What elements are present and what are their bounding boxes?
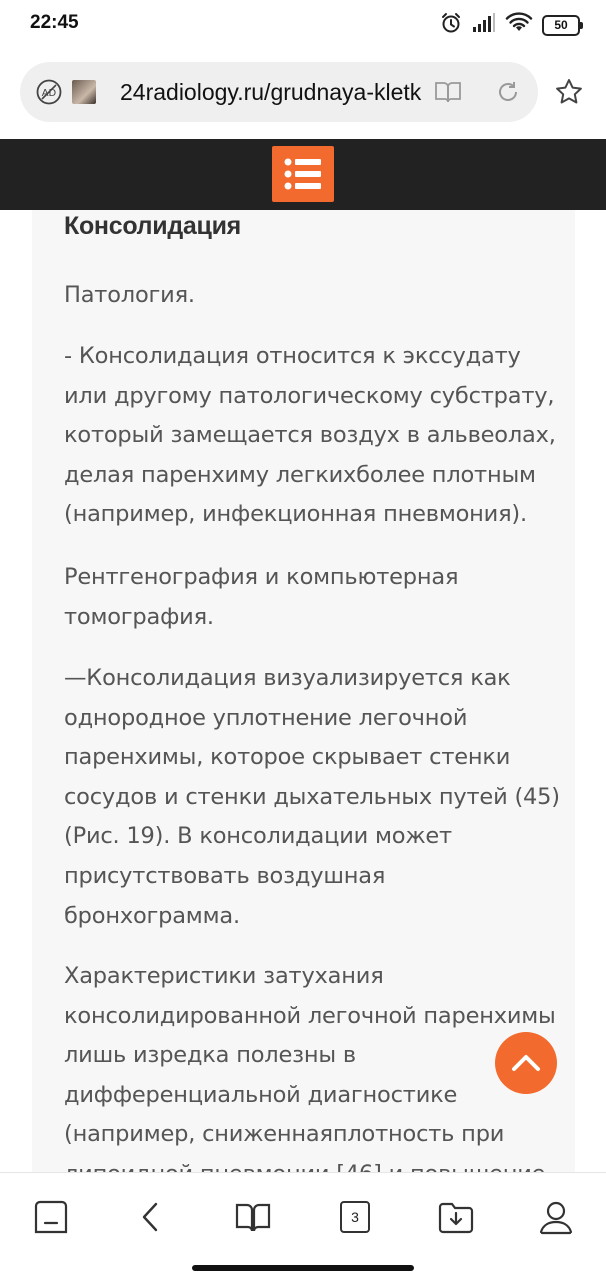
status-time: 22:45 (30, 12, 79, 33)
downloads-button[interactable] (436, 1197, 476, 1237)
downloads-icon (436, 1197, 476, 1237)
tabs-button[interactable] (335, 1197, 375, 1237)
address-bar[interactable] (20, 62, 538, 122)
site-header (0, 139, 606, 210)
ad-block-icon[interactable] (36, 79, 62, 105)
profile-icon (536, 1197, 576, 1237)
chevron-up-icon (510, 1050, 542, 1074)
back-icon (132, 1197, 172, 1237)
home-indicator[interactable] (192, 1265, 414, 1271)
home-icon (31, 1197, 71, 1237)
svg-text:AD: AD (41, 88, 57, 99)
article-paragraph: Патология. (64, 282, 195, 308)
status-icons (440, 12, 580, 38)
site-favicon (72, 80, 96, 104)
scroll-to-top-button[interactable] (495, 1032, 557, 1094)
home-button[interactable] (31, 1197, 71, 1237)
alarm-icon (440, 12, 462, 39)
profile-button[interactable] (536, 1197, 576, 1237)
article-paragraph: —Консолидация визуализируется как однородное уплотнение легочной паренхимы, которое скрывает стенки сосудов и стенки дыхательных путей (45) (Рис. 19). В консолидации может присутствовать воздушная бронхограмма. (64, 665, 560, 929)
reader-mode-icon[interactable] (434, 80, 462, 109)
tabs-icon: 3 (340, 1201, 370, 1233)
article-content (32, 210, 575, 1172)
wifi-icon (506, 13, 532, 38)
browser-toolbar (0, 56, 606, 136)
bookmark-star-icon[interactable] (555, 78, 583, 110)
signal-icon (472, 13, 496, 38)
article-heading: Консолидация (64, 212, 241, 240)
reading-list-button[interactable] (233, 1197, 273, 1237)
list-menu-icon (283, 155, 323, 193)
battery-icon: 50 (542, 15, 580, 36)
back-button[interactable] (132, 1197, 172, 1237)
article-paragraph: - Консолидация относится к экссудату или другому патологическому субстрату, который замещается воздух в альвеолах, делая паренхиму легкихболее плотным (например, инфекционная пневмония). (64, 343, 556, 528)
reading-list-icon (233, 1197, 273, 1237)
status-bar (0, 0, 606, 52)
reload-icon[interactable] (496, 80, 520, 109)
article-paragraph: Рентгенография и компьютерная томография. (64, 564, 459, 630)
url-text[interactable]: 24radiology.ru/grudnaya-kletk (120, 79, 422, 105)
menu-button[interactable] (272, 146, 334, 202)
article-paragraph: Характеристики затухания консолидированной легочной паренхимы лишь изредка полезны в дифференциальной диагностике (например, сниженнаяплотность при (64, 963, 556, 1148)
